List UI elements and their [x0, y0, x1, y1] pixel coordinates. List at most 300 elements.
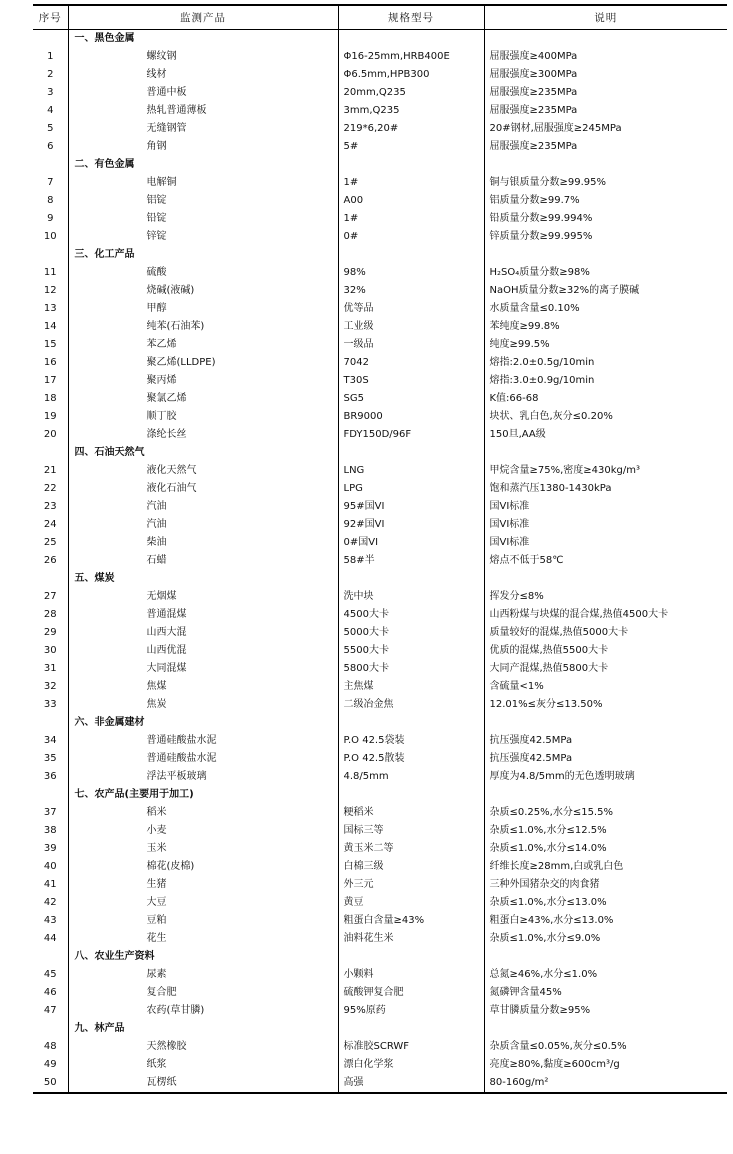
cell-no: 10: [43, 231, 57, 242]
cell-desc: 熔点不低于58℃: [484, 552, 727, 570]
cell-spec: 外三元: [338, 876, 484, 894]
cell-spec: 标准胶SCRWF: [338, 1038, 484, 1056]
category-row: [33, 570, 727, 588]
cell-spec: T30S: [338, 372, 484, 390]
cell-spec: 漂白化学浆: [338, 1056, 484, 1074]
cell-spec: 32%: [338, 282, 484, 300]
cell-spec: LPG: [338, 480, 484, 498]
cell-no: 26: [43, 555, 57, 566]
cell-desc: 杂质≤1.0%,水分≤9.0%: [484, 930, 727, 948]
table-row: [33, 606, 727, 624]
document: [33, 4, 727, 1094]
cell-desc: 纤维长度≥28mm,白或乳白色: [484, 858, 727, 876]
cell-no: 28: [43, 609, 57, 620]
table-row: [33, 894, 727, 912]
cell-desc: 杂质含量≤0.05%,灰分≤0.5%: [484, 1038, 727, 1056]
table-row: [33, 822, 727, 840]
table-row: [33, 768, 727, 786]
cell-desc: 80-160g/m²: [484, 1074, 727, 1093]
cell-product: 豆粕: [68, 912, 338, 930]
cell-spec: 粗蛋白含量≥43%: [338, 912, 484, 930]
cell-spec: 油料花生米: [338, 930, 484, 948]
cell-product: 液化天然气: [68, 462, 338, 480]
cell-desc: 甲烷含量≥75%,密度≥430kg/m³: [484, 462, 727, 480]
table-row: [33, 534, 727, 552]
cell-spec: 洗中块: [338, 588, 484, 606]
cell-spec: 国标三等: [338, 822, 484, 840]
table-row: [33, 552, 727, 570]
cell-desc: H₂SO₄质量分数≥98%: [484, 264, 727, 282]
cell-no: 5: [47, 123, 54, 134]
cell-product: 四、石油天然气: [68, 444, 338, 462]
header-spec: 规格型号: [338, 5, 484, 30]
cell-spec: Φ16-25mm,HRB400E: [338, 48, 484, 66]
cell-product: 聚乙烯(LLDPE): [68, 354, 338, 372]
cell-product: 浮法平板玻璃: [68, 768, 338, 786]
cell-desc: [484, 570, 727, 588]
cell-spec: 5800大卡: [338, 660, 484, 678]
cell-desc: 三种外国猪杂交的肉食猪: [484, 876, 727, 894]
header-no: 序号: [33, 5, 68, 30]
cell-desc: 含硫量<1%: [484, 678, 727, 696]
category-row: [33, 1020, 727, 1038]
cell-product: 三、化工产品: [68, 246, 338, 264]
cell-product: 线材: [68, 66, 338, 84]
cell-spec: 主焦煤: [338, 678, 484, 696]
cell-no: 43: [43, 915, 57, 926]
cell-product: 普通硅酸盐水泥: [68, 732, 338, 750]
cell-no: [33, 1020, 68, 1038]
cell-spec: Φ6.5mm,HPB300: [338, 66, 484, 84]
table-body: [33, 30, 727, 1094]
cell-no: 19: [43, 411, 57, 422]
table-row: [33, 624, 727, 642]
cell-spec: A00: [338, 192, 484, 210]
category-row: [33, 246, 727, 264]
cell-product: 普通硅酸盐水泥: [68, 750, 338, 768]
cell-desc: K值:66-68: [484, 390, 727, 408]
cell-no: 30: [43, 645, 57, 656]
cell-desc: [484, 1020, 727, 1038]
table-row: [33, 1002, 727, 1020]
cell-no: 18: [43, 393, 57, 404]
table-row: [33, 282, 727, 300]
cell-spec: 4500大卡: [338, 606, 484, 624]
table-row: [33, 876, 727, 894]
cell-product: 纸浆: [68, 1056, 338, 1074]
cell-spec: [338, 246, 484, 264]
cell-desc: 杂质≤1.0%,水分≤12.5%: [484, 822, 727, 840]
table-row: [33, 930, 727, 948]
cell-desc: [484, 948, 727, 966]
cell-product: 热轧普通薄板: [68, 102, 338, 120]
table-row: [33, 336, 727, 354]
table-row: [33, 588, 727, 606]
cell-no: 13: [43, 303, 57, 314]
cell-desc: 12.01%≤灰分≤13.50%: [484, 696, 727, 714]
cell-spec: 95#国VI: [338, 498, 484, 516]
cell-no: 47: [43, 1005, 57, 1016]
cell-spec: 粳稻米: [338, 804, 484, 822]
cell-product: 山西优混: [68, 642, 338, 660]
cell-no: 41: [43, 879, 57, 890]
cell-product: 普通中板: [68, 84, 338, 102]
table-row: [33, 750, 727, 768]
table-row: [33, 408, 727, 426]
cell-product: 石蜡: [68, 552, 338, 570]
table-row: [33, 390, 727, 408]
cell-product: 六、非金属建材: [68, 714, 338, 732]
table-row: [33, 372, 727, 390]
cell-spec: P.O 42.5袋装: [338, 732, 484, 750]
cell-product: 无烟煤: [68, 588, 338, 606]
table-row: [33, 642, 727, 660]
cell-desc: 国VI标准: [484, 516, 727, 534]
table-row: [33, 660, 727, 678]
header-product: 监测产品: [68, 5, 338, 30]
cell-no: 34: [43, 735, 57, 746]
cell-no: 37: [43, 807, 57, 818]
cell-desc: [484, 30, 727, 49]
cell-no: 22: [43, 483, 57, 494]
cell-product: 焦炭: [68, 696, 338, 714]
cell-spec: 高强: [338, 1074, 484, 1093]
cell-spec: 3mm,Q235: [338, 102, 484, 120]
cell-desc: 铅质量分数≥99.994%: [484, 210, 727, 228]
cell-product: 九、林产品: [68, 1020, 338, 1038]
cell-no: 8: [47, 195, 54, 206]
table-row: [33, 84, 727, 102]
table-row: [33, 48, 727, 66]
cell-product: 天然橡胶: [68, 1038, 338, 1056]
cell-product: 焦煤: [68, 678, 338, 696]
cell-spec: 7042: [338, 354, 484, 372]
cell-product: 五、煤炭: [68, 570, 338, 588]
cell-product: 角钢: [68, 138, 338, 156]
cell-spec: [338, 948, 484, 966]
table-row: [33, 102, 727, 120]
table-row: [33, 1038, 727, 1056]
header-row: [33, 5, 727, 30]
table-row: [33, 516, 727, 534]
cell-no: 7: [47, 177, 54, 188]
cell-product: 一、黑色金属: [68, 30, 338, 49]
table-row: [33, 426, 727, 444]
cell-no: 6: [47, 141, 54, 152]
cell-spec: 黄豆: [338, 894, 484, 912]
cell-no: [33, 570, 68, 588]
table-row: [33, 1056, 727, 1074]
cell-no: 48: [43, 1041, 57, 1052]
cell-no: 42: [43, 897, 57, 908]
cell-no: 20: [43, 429, 57, 440]
cell-desc: 优质的混煤,热值5500大卡: [484, 642, 727, 660]
cell-spec: 58#半: [338, 552, 484, 570]
cell-desc: [484, 786, 727, 804]
cell-no: 31: [43, 663, 57, 674]
cell-no: [33, 714, 68, 732]
cell-spec: 1#: [338, 174, 484, 192]
cell-desc: 屈服强度≥400MPa: [484, 48, 727, 66]
cell-spec: 1#: [338, 210, 484, 228]
cell-no: 49: [43, 1059, 57, 1070]
table-row: [33, 480, 727, 498]
cell-spec: [338, 1020, 484, 1038]
cell-no: 40: [43, 861, 57, 872]
cell-desc: 熔指:3.0±0.9g/10min: [484, 372, 727, 390]
cell-no: 38: [43, 825, 57, 836]
cell-desc: 杂质≤0.25%,水分≤15.5%: [484, 804, 727, 822]
cell-no: 12: [43, 285, 57, 296]
table-row: [33, 1074, 727, 1093]
cell-desc: 屈服强度≥300MPa: [484, 66, 727, 84]
cell-spec: BR9000: [338, 408, 484, 426]
category-row: [33, 786, 727, 804]
cell-desc: 150旦,AA级: [484, 426, 727, 444]
cell-product: 顺丁胶: [68, 408, 338, 426]
cell-no: 25: [43, 537, 57, 548]
cell-desc: 大同产混煤,热值5800大卡: [484, 660, 727, 678]
cell-spec: 5500大卡: [338, 642, 484, 660]
table-row: [33, 138, 727, 156]
cell-no: 23: [43, 501, 57, 512]
cell-desc: 挥发分≤8%: [484, 588, 727, 606]
table-row: [33, 678, 727, 696]
cell-spec: 5000大卡: [338, 624, 484, 642]
table-row: [33, 984, 727, 1002]
cell-no: [33, 444, 68, 462]
cell-desc: 亮度≥80%,黏度≥600cm³/g: [484, 1056, 727, 1074]
cell-desc: 熔指:2.0±0.5g/10min: [484, 354, 727, 372]
cell-desc: 粗蛋白≥43%,水分≤13.0%: [484, 912, 727, 930]
cell-no: 14: [43, 321, 57, 332]
cell-desc: 20#钢材,屈服强度≥245MPa: [484, 120, 727, 138]
cell-no: 4: [47, 105, 54, 116]
cell-no: [33, 156, 68, 174]
cell-desc: 块状、乳白色,灰分≤0.20%: [484, 408, 727, 426]
cell-spec: 工业级: [338, 318, 484, 336]
cell-product: 烧碱(液碱): [68, 282, 338, 300]
table-row: [33, 696, 727, 714]
table-row: [33, 732, 727, 750]
cell-no: 32: [43, 681, 57, 692]
cell-spec: 优等品: [338, 300, 484, 318]
cell-spec: P.O 42.5散装: [338, 750, 484, 768]
cell-spec: 0#国VI: [338, 534, 484, 552]
cell-desc: 抗压强度42.5MPa: [484, 732, 727, 750]
cell-no: 36: [43, 771, 57, 782]
cell-no: 39: [43, 843, 57, 854]
cell-desc: 屈服强度≥235MPa: [484, 102, 727, 120]
cell-no: 15: [43, 339, 57, 350]
cell-desc: [484, 714, 727, 732]
cell-product: 汽油: [68, 498, 338, 516]
category-row: [33, 714, 727, 732]
cell-no: 21: [43, 465, 57, 476]
cell-desc: 杂质≤1.0%,水分≤14.0%: [484, 840, 727, 858]
cell-no: 45: [43, 969, 57, 980]
cell-desc: 厚度为4.8/5mm的无色透明玻璃: [484, 768, 727, 786]
cell-no: 27: [43, 591, 57, 602]
cell-no: 33: [43, 699, 57, 710]
cell-product: 瓦楞纸: [68, 1074, 338, 1093]
cell-desc: [484, 444, 727, 462]
cell-spec: [338, 570, 484, 588]
cell-product: 普通混煤: [68, 606, 338, 624]
cell-spec: 0#: [338, 228, 484, 246]
cell-no: [33, 948, 68, 966]
cell-product: 大同混煤: [68, 660, 338, 678]
cell-product: 尿素: [68, 966, 338, 984]
table-row: [33, 858, 727, 876]
cell-no: [33, 786, 68, 804]
cell-no: 35: [43, 753, 57, 764]
table-row: [33, 174, 727, 192]
cell-product: 硫酸: [68, 264, 338, 282]
cell-no: 46: [43, 987, 57, 998]
table-row: [33, 462, 727, 480]
cell-desc: [484, 156, 727, 174]
cell-spec: LNG: [338, 462, 484, 480]
cell-desc: 锌质量分数≥99.995%: [484, 228, 727, 246]
cell-no: [33, 246, 68, 264]
cell-no: 50: [33, 1074, 68, 1093]
cell-desc: 质量较好的混煤,热值5000大卡: [484, 624, 727, 642]
cell-product: 无缝钢管: [68, 120, 338, 138]
category-row: [33, 156, 727, 174]
table-row: [33, 966, 727, 984]
cell-product: 八、农业生产资料: [68, 948, 338, 966]
cell-product: 聚氯乙烯: [68, 390, 338, 408]
cell-spec: 一级品: [338, 336, 484, 354]
cell-product: 螺纹钢: [68, 48, 338, 66]
cell-desc: 铝质量分数≥99.7%: [484, 192, 727, 210]
cell-desc: 抗压强度42.5MPa: [484, 750, 727, 768]
category-row: [33, 948, 727, 966]
cell-product: 大豆: [68, 894, 338, 912]
cell-spec: 92#国VI: [338, 516, 484, 534]
cell-spec: 20mm,Q235: [338, 84, 484, 102]
cell-no: 1: [47, 51, 54, 62]
cell-product: 电解铜: [68, 174, 338, 192]
cell-no: 44: [43, 933, 57, 944]
cell-product: 汽油: [68, 516, 338, 534]
table-row: [33, 66, 727, 84]
cell-product: 铅锭: [68, 210, 338, 228]
cell-product: 液化石油气: [68, 480, 338, 498]
cell-spec: SG5: [338, 390, 484, 408]
cell-desc: 氮磷钾含量45%: [484, 984, 727, 1002]
cell-desc: 草甘膦质量分数≥95%: [484, 1002, 727, 1020]
cell-desc: 山西粉煤与块煤的混合煤,热值4500大卡: [484, 606, 727, 624]
cell-spec: 二级冶金焦: [338, 696, 484, 714]
cell-desc: 杂质≤1.0%,水分≤13.0%: [484, 894, 727, 912]
cell-spec: [338, 714, 484, 732]
table-row: [33, 228, 727, 246]
cell-spec: 5#: [338, 138, 484, 156]
cell-desc: 国VI标准: [484, 498, 727, 516]
cell-no: 9: [47, 213, 54, 224]
cell-spec: [338, 444, 484, 462]
cell-product: 纯苯(石油苯): [68, 318, 338, 336]
cell-desc: 水质量含量≤0.10%: [484, 300, 727, 318]
cell-product: 棉花(皮棉): [68, 858, 338, 876]
cell-product: 聚丙烯: [68, 372, 338, 390]
cell-no: 11: [43, 267, 57, 278]
cell-product: 复合肥: [68, 984, 338, 1002]
cell-no: 3: [47, 87, 54, 98]
cell-product: 稻米: [68, 804, 338, 822]
cell-spec: 219*6,20#: [338, 120, 484, 138]
cell-spec: 98%: [338, 264, 484, 282]
cell-spec: [338, 30, 484, 49]
cell-product: 花生: [68, 930, 338, 948]
cell-product: 苯乙烯: [68, 336, 338, 354]
cell-desc: 总氮≥46%,水分≤1.0%: [484, 966, 727, 984]
cell-desc: 纯度≥99.5%: [484, 336, 727, 354]
cell-product: 锌锭: [68, 228, 338, 246]
product-table: [33, 4, 727, 1094]
table-row: [33, 120, 727, 138]
cell-product: 柴油: [68, 534, 338, 552]
cell-no: [33, 30, 68, 49]
cell-product: 玉米: [68, 840, 338, 858]
cell-product: 七、农产品(主要用于加工): [68, 786, 338, 804]
table-row: [33, 264, 727, 282]
table-row: [33, 354, 727, 372]
table-row: [33, 318, 727, 336]
cell-spec: [338, 786, 484, 804]
cell-spec: 小颗料: [338, 966, 484, 984]
table-row: [33, 498, 727, 516]
cell-spec: 白棉三级: [338, 858, 484, 876]
table-row: [33, 912, 727, 930]
category-row: [33, 444, 727, 462]
cell-spec: [338, 156, 484, 174]
cell-product: 二、有色金属: [68, 156, 338, 174]
cell-spec: 硫酸钾复合肥: [338, 984, 484, 1002]
cell-no: 24: [43, 519, 57, 530]
cell-spec: 黄玉米二等: [338, 840, 484, 858]
cell-product: 农药(草甘膦): [68, 1002, 338, 1020]
table-row: [33, 210, 727, 228]
cell-desc: 饱和蒸汽压1380-1430kPa: [484, 480, 727, 498]
cell-product: 涤纶长丝: [68, 426, 338, 444]
category-row: [33, 30, 727, 49]
cell-spec: FDY150D/96F: [338, 426, 484, 444]
cell-product: 生猪: [68, 876, 338, 894]
cell-desc: NaOH质量分数≥32%的离子膜碱: [484, 282, 727, 300]
cell-desc: 铜与银质量分数≥99.95%: [484, 174, 727, 192]
table-row: [33, 840, 727, 858]
cell-product: 甲醇: [68, 300, 338, 318]
cell-desc: 屈服强度≥235MPa: [484, 84, 727, 102]
cell-desc: 国VI标准: [484, 534, 727, 552]
cell-desc: 苯纯度≥99.8%: [484, 318, 727, 336]
cell-spec: 95%原药: [338, 1002, 484, 1020]
table-row: [33, 804, 727, 822]
table-row: [33, 300, 727, 318]
header-desc: 说明: [484, 5, 727, 30]
cell-desc: 屈服强度≥235MPa: [484, 138, 727, 156]
cell-no: 29: [43, 627, 57, 638]
cell-no: 16: [43, 357, 57, 368]
cell-no: 17: [43, 375, 57, 386]
cell-desc: [484, 246, 727, 264]
cell-product: 铝锭: [68, 192, 338, 210]
cell-product: 山西大混: [68, 624, 338, 642]
cell-no: 2: [47, 69, 54, 80]
